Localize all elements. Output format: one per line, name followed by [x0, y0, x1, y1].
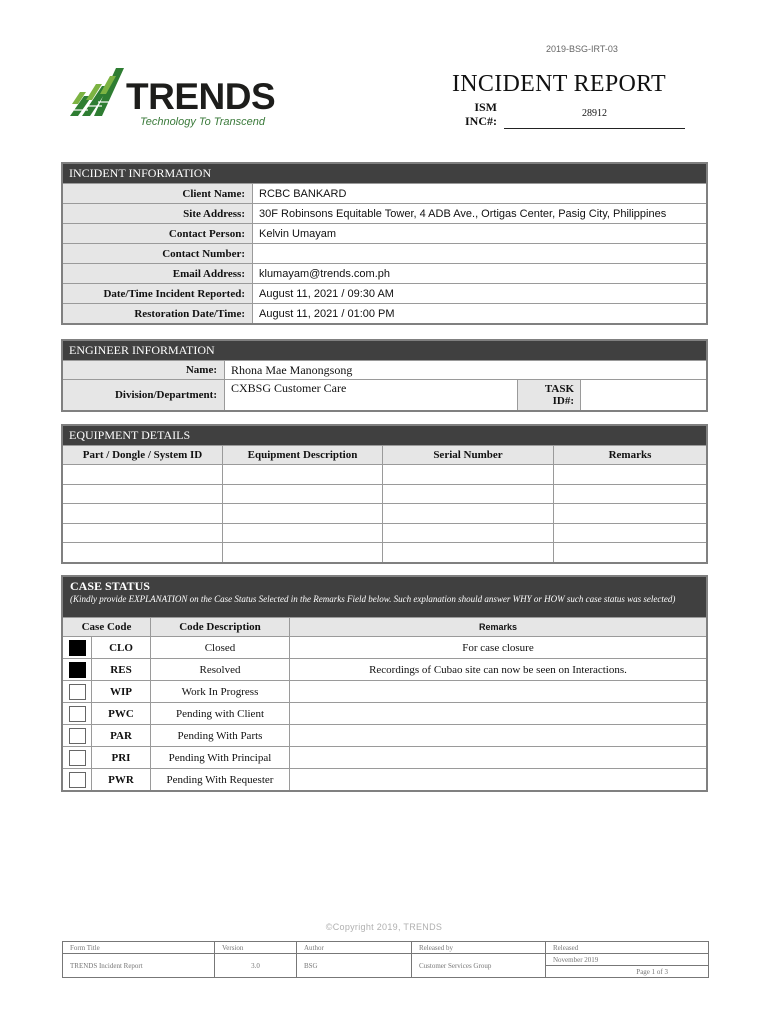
checkbox-unchecked[interactable] — [69, 684, 86, 700]
table-cell[interactable] — [383, 543, 554, 563]
table-cell[interactable] — [223, 523, 383, 543]
division-field[interactable]: CXBSG Customer Care — [225, 380, 518, 411]
equipment-details-table — [62, 425, 707, 563]
division-label: Division/Department: — [63, 380, 225, 411]
engineer-information-table — [62, 340, 707, 411]
column-header-code-description: Code Description — [151, 618, 290, 637]
table-row — [63, 361, 707, 380]
task-id-label — [518, 380, 581, 411]
site-address-field[interactable]: 30F Robinsons Equitable Tower, 4 ADB Ave., Ortigas Center, Pasig City, Philippines — [253, 204, 707, 224]
checkbox-checked[interactable] — [69, 640, 86, 656]
column-header-serial-number: Serial Number — [383, 446, 554, 465]
table-row — [63, 304, 707, 324]
page-title: INCIDENT REPORT — [452, 71, 666, 97]
table-cell[interactable] — [383, 523, 554, 543]
date-reported-label: Date/Time Incident Reported: — [63, 284, 253, 304]
case-code: WIP — [92, 681, 151, 703]
checkbox-cell — [63, 769, 92, 791]
case-row-pwr — [63, 769, 707, 791]
contact-number-label: Contact Number: — [63, 244, 253, 264]
column-header-part-id: Part / Dongle / System ID — [63, 446, 223, 465]
case-code: PWR — [92, 769, 151, 791]
task-label-line1: TASK — [544, 383, 574, 395]
code-description: Pending with Client — [151, 703, 290, 725]
ism-label-line1: ISM — [474, 100, 497, 114]
engineer-information-heading: ENGINEER INFORMATION — [63, 341, 707, 361]
table-row — [63, 543, 707, 563]
table-cell[interactable] — [63, 484, 223, 504]
case-status-heading — [63, 577, 707, 618]
engineer-name-field[interactable]: Rhona Mae Manongsong — [225, 361, 707, 380]
table-row — [63, 380, 707, 411]
contact-person-field[interactable]: Kelvin Umayam — [253, 224, 707, 244]
code-description: Resolved — [151, 659, 290, 681]
table-cell[interactable] — [383, 484, 554, 504]
equipment-details-heading: EQUIPMENT DETAILS — [63, 426, 707, 446]
table-cell[interactable] — [223, 543, 383, 563]
footer-version: 3.0 — [215, 954, 297, 978]
case-row-pwc — [63, 703, 707, 725]
table-row — [63, 224, 707, 244]
table-cell[interactable] — [383, 504, 554, 524]
footer-header-released-by: Released by — [412, 942, 546, 954]
case-status-note: (Kindly provide EXPLANATION on the Case Status Selected in the Remarks Field below. Such explanation should answer WHY or HOW such case status was selected) — [70, 594, 676, 604]
incident-information-table — [62, 163, 707, 324]
case-code: CLO — [92, 637, 151, 659]
footer-page-number: Page 1 of 3 — [546, 966, 709, 978]
case-status-table — [62, 576, 707, 791]
contact-person-label: Contact Person: — [63, 224, 253, 244]
case-row-res — [63, 659, 707, 681]
remarks-field[interactable] — [290, 681, 707, 703]
task-id-field[interactable] — [581, 380, 707, 411]
restoration-date-field[interactable]: August 11, 2021 / 01:00 PM — [253, 304, 707, 324]
client-name-label: Client Name: — [63, 184, 253, 204]
checkbox-cell — [63, 703, 92, 725]
checkbox-unchecked[interactable] — [69, 772, 86, 788]
table-cell[interactable] — [63, 523, 223, 543]
code-description: Closed — [151, 637, 290, 659]
footer-header-form-title: Form Title — [63, 942, 215, 954]
footer-form-title: TRENDS Incident Report — [63, 954, 215, 978]
case-code: PAR — [92, 725, 151, 747]
column-header-case-code: Case Code — [63, 618, 151, 637]
table-cell[interactable] — [223, 504, 383, 524]
footer-header-author: Author — [297, 942, 412, 954]
checkbox-unchecked[interactable] — [69, 728, 86, 744]
remarks-field[interactable]: Recordings of Cubao site can now be seen on Interactions. — [290, 659, 707, 681]
contact-number-field[interactable] — [253, 244, 707, 264]
column-header-remarks: Remarks — [554, 446, 707, 465]
remarks-field[interactable]: For case closure — [290, 637, 707, 659]
checkbox-cell — [63, 725, 92, 747]
code-description: Pending With Parts — [151, 725, 290, 747]
copyright-notice: ©Copyright 2019, TRENDS — [325, 922, 443, 932]
table-row — [63, 504, 707, 524]
table-cell[interactable] — [554, 484, 707, 504]
checkbox-cell — [63, 747, 92, 769]
email-address-field[interactable]: klumayam@trends.com.ph — [253, 264, 707, 284]
table-cell[interactable] — [63, 504, 223, 524]
case-code: RES — [92, 659, 151, 681]
table-cell[interactable] — [63, 465, 223, 485]
document-code: 2019-BSG-IRT-03 — [546, 44, 618, 54]
ism-label-line2: INC#: — [465, 114, 497, 128]
case-row-pri — [63, 747, 707, 769]
footer-author: BSG — [297, 954, 412, 978]
table-cell[interactable] — [554, 543, 707, 563]
footer-released-date: November 2019 — [546, 954, 709, 966]
column-header-remarks: Remarks — [290, 618, 707, 637]
footer-header-released: Released — [546, 942, 709, 954]
ism-inc-underline — [504, 128, 685, 129]
checkbox-unchecked[interactable] — [69, 750, 86, 766]
footer-header-version: Version — [215, 942, 297, 954]
checkbox-cell — [63, 681, 92, 703]
logo-brand-text: TRENDS — [126, 76, 276, 117]
case-code: PRI — [92, 747, 151, 769]
trends-logo-mark-icon — [68, 66, 128, 124]
table-row — [63, 184, 707, 204]
trends-logo — [68, 66, 298, 132]
column-header-equipment-description: Equipment Description — [223, 446, 383, 465]
checkbox-cell — [63, 637, 92, 659]
table-cell[interactable] — [223, 465, 383, 485]
case-row-wip — [63, 681, 707, 703]
restoration-date-label: Restoration Date/Time: — [63, 304, 253, 324]
ism-inc-label — [461, 100, 497, 128]
table-row — [63, 204, 707, 224]
table-row — [63, 523, 707, 543]
remarks-field[interactable] — [290, 703, 707, 725]
case-row-par — [63, 725, 707, 747]
table-row — [63, 484, 707, 504]
ism-inc-value[interactable]: 28912 — [582, 108, 607, 119]
checkbox-cell — [63, 659, 92, 681]
table-cell[interactable] — [223, 484, 383, 504]
table-cell[interactable] — [63, 543, 223, 563]
logo-tagline: Technology To Transcend — [140, 116, 265, 128]
table-cell[interactable] — [554, 465, 707, 485]
code-description: Pending With Principal — [151, 747, 290, 769]
table-cell[interactable] — [383, 465, 554, 485]
case-status-title: CASE STATUS — [70, 579, 150, 593]
task-label-line2: ID#: — [552, 395, 574, 407]
checkbox-unchecked[interactable] — [69, 706, 86, 722]
case-row-clo — [63, 637, 707, 659]
email-address-label: Email Address: — [63, 264, 253, 284]
table-row — [63, 465, 707, 485]
case-code: PWC — [92, 703, 151, 725]
incident-information-heading: INCIDENT INFORMATION — [63, 164, 707, 184]
code-description: Pending With Requester — [151, 769, 290, 791]
checkbox-checked[interactable] — [69, 662, 86, 678]
code-description: Work In Progress — [151, 681, 290, 703]
footer-table — [62, 941, 709, 978]
engineer-name-label: Name: — [63, 361, 225, 380]
site-address-label: Site Address: — [63, 204, 253, 224]
remarks-field[interactable] — [290, 725, 707, 747]
table-cell[interactable] — [554, 523, 707, 543]
remarks-field[interactable] — [290, 747, 707, 769]
remarks-field[interactable] — [290, 769, 707, 791]
footer-released-by: Customer Services Group — [412, 954, 546, 978]
client-name-field[interactable]: RCBC BANKARD — [253, 184, 707, 204]
table-row — [63, 264, 707, 284]
table-row — [63, 244, 707, 264]
table-cell[interactable] — [554, 504, 707, 524]
table-row — [63, 284, 707, 304]
date-reported-field[interactable]: August 11, 2021 / 09:30 AM — [253, 284, 707, 304]
